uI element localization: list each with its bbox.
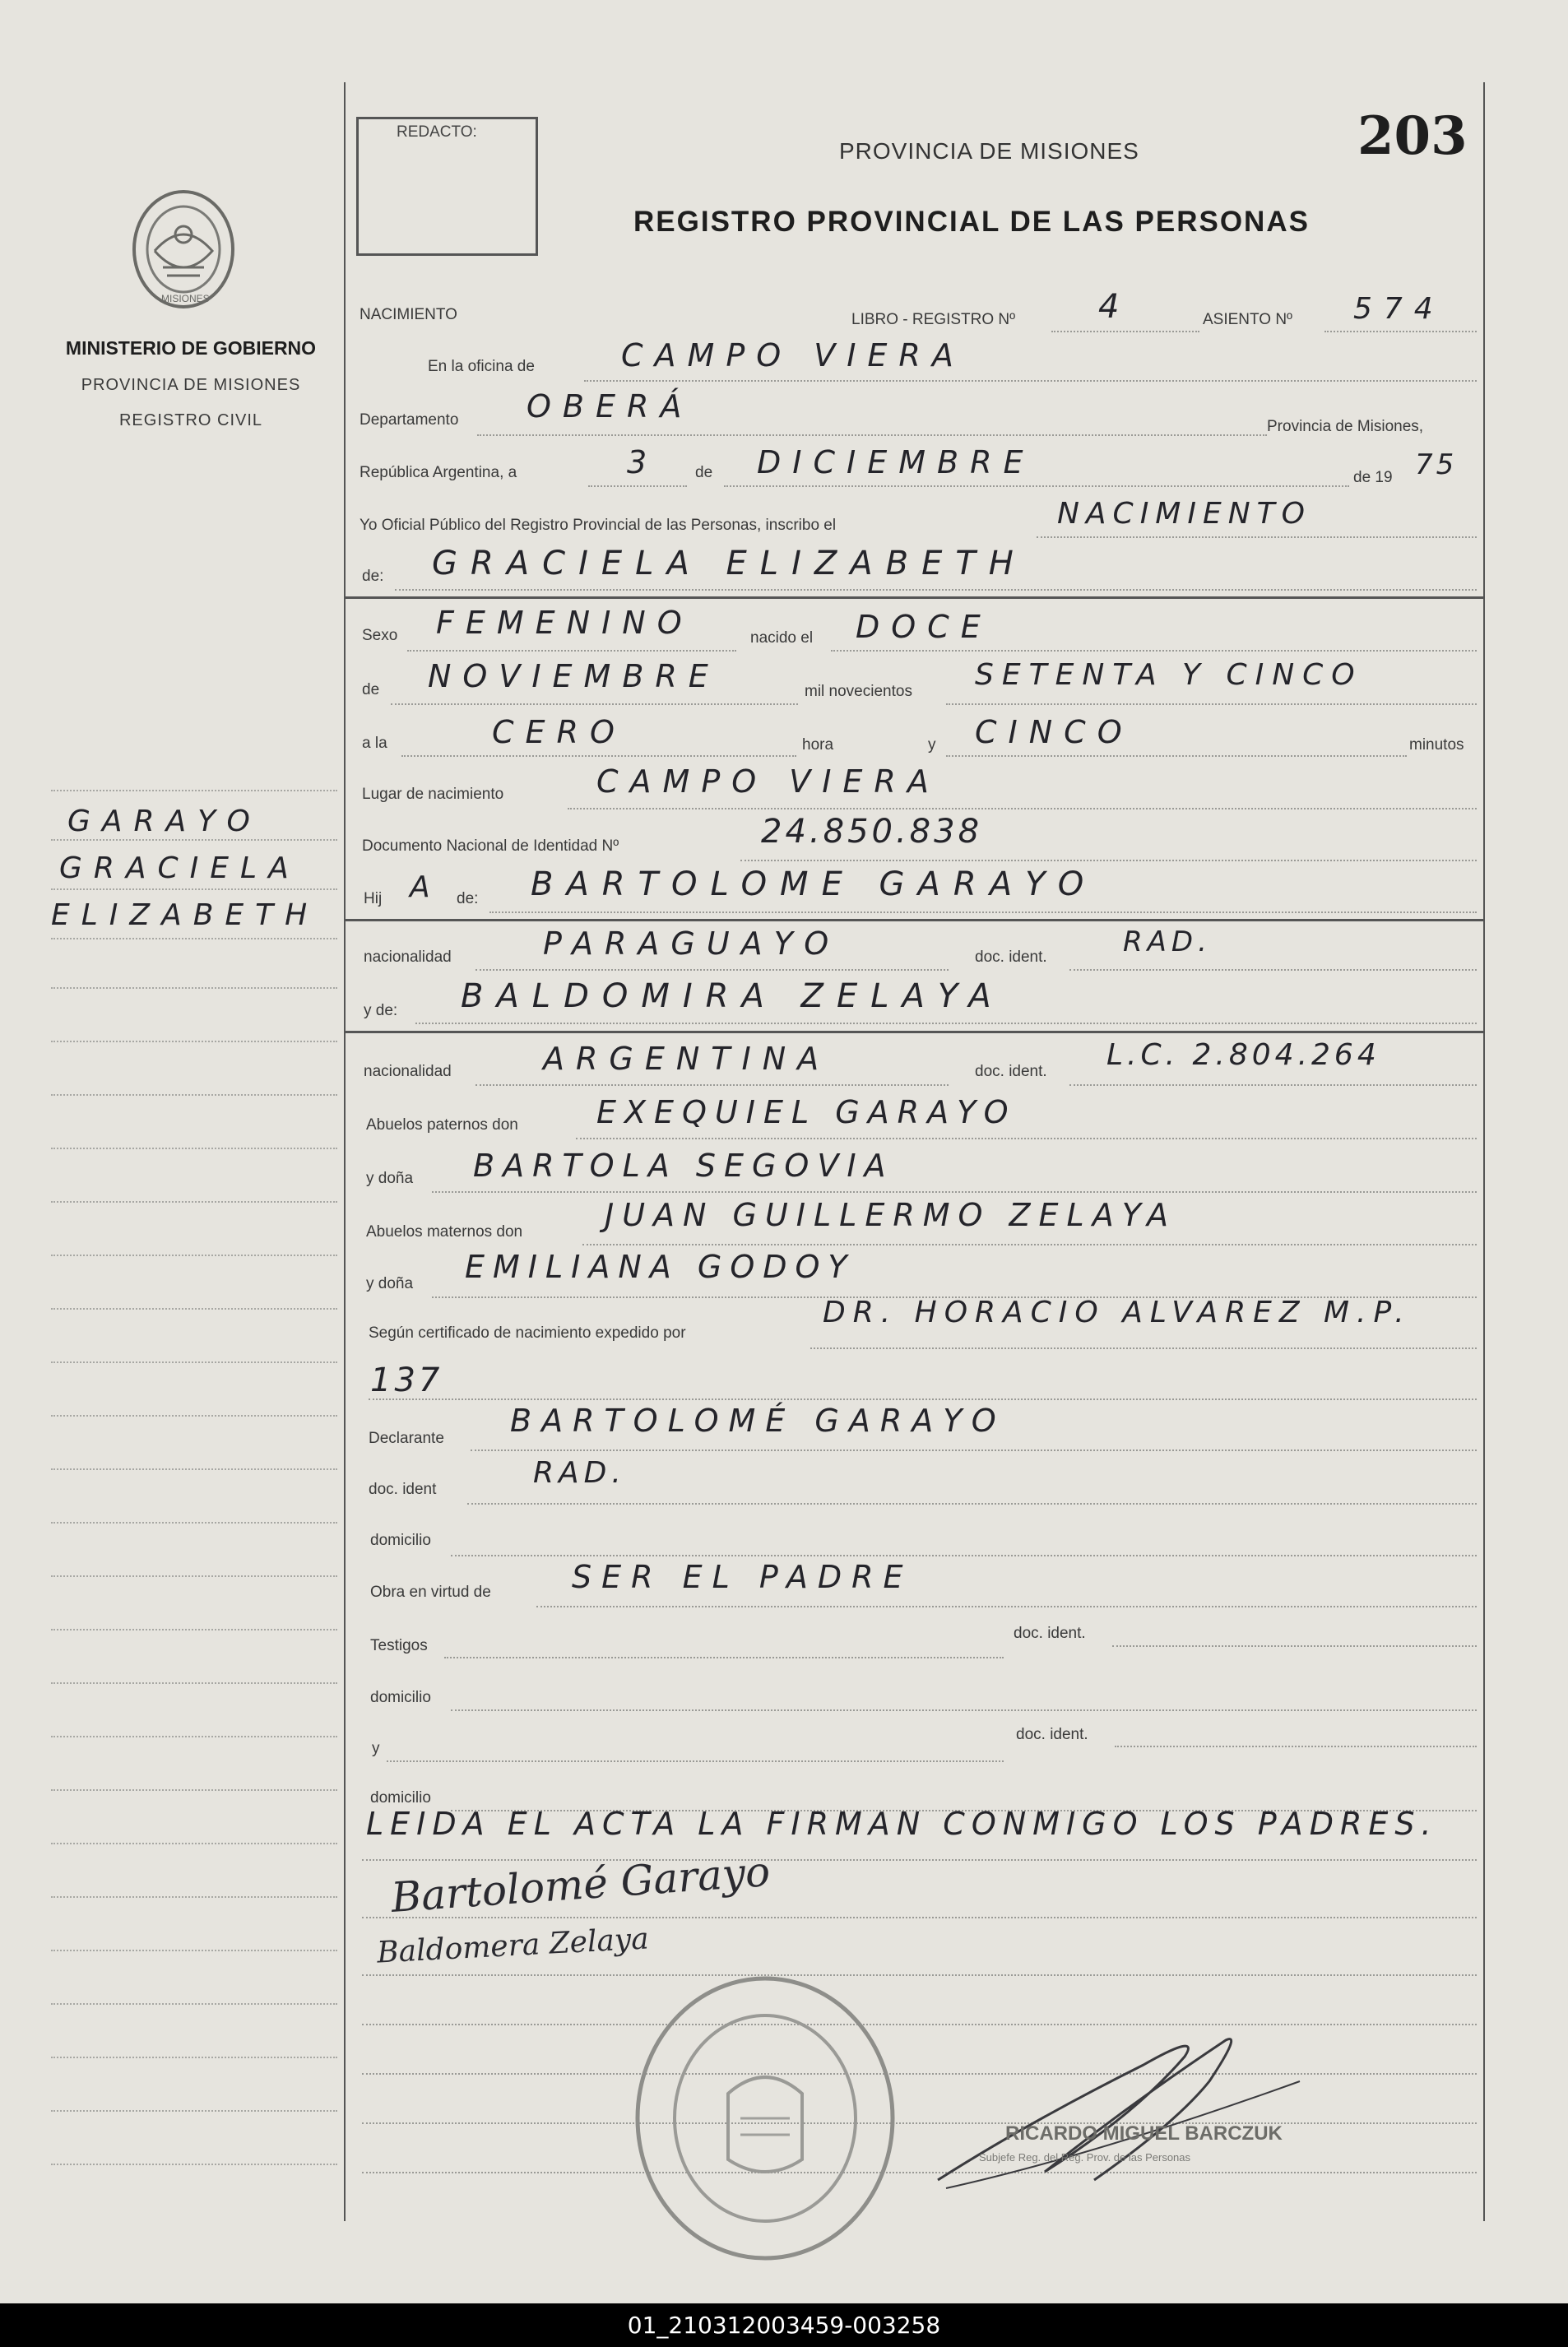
segun-label: Según certificado de nacimiento expedido por [369, 1324, 686, 1342]
testigo1-doc-label: doc. ident. [1014, 1625, 1086, 1642]
a-la-label: a la [362, 735, 387, 752]
testigo1-domicilio-label: domicilio [370, 1689, 431, 1706]
nacido-dia-line [831, 650, 1477, 652]
padre-doc-label: doc. ident. [975, 949, 1047, 966]
obra-label: Obra en virtud de [370, 1584, 491, 1601]
madre-doc-label: doc. ident. [975, 1063, 1047, 1080]
nacido-el-label: nacido el [750, 629, 814, 647]
nombre-line [395, 589, 1477, 591]
madre-nacionalidad-line [476, 1084, 949, 1086]
de-mes-label: de [362, 681, 380, 698]
act-type-label: NACIMIENTO [360, 306, 457, 323]
hora-line [401, 755, 796, 757]
signature-line [362, 1917, 1477, 1918]
margin-line [51, 1682, 337, 1684]
testigo1-domicilio-line [451, 1709, 1477, 1711]
page-number: 203 [1357, 105, 1468, 167]
lugar-label: Lugar de nacimiento [362, 786, 504, 803]
margin-note-surname: GARAYO [67, 805, 262, 838]
madre-nacionalidad-value: ARGENTINA [543, 1041, 831, 1077]
madre-doc-line [1069, 1084, 1477, 1086]
seal-label: MISIONES [161, 293, 210, 304]
obra-value: SER EL PADRE [572, 1559, 913, 1595]
redacto-label: REDACTO: [397, 123, 477, 141]
margin-line [51, 2164, 337, 2165]
mes-value: DICIEMBRE [757, 444, 1035, 480]
padre-line [489, 911, 1477, 913]
hora-label: hora [802, 736, 834, 754]
declarante-doc-line [467, 1503, 1477, 1505]
padre-nacionalidad-value: PARAGUAYO [543, 925, 841, 962]
margin-line [51, 1575, 337, 1577]
nacido-mes-line [391, 703, 798, 705]
certificado-line [810, 1347, 1477, 1349]
padre-doc-line [1069, 969, 1477, 971]
minutos-line [946, 755, 1407, 757]
departamento-value: OBERÁ [527, 388, 694, 424]
acto-value: NACIMIENTO [1057, 497, 1311, 531]
margin-line [51, 839, 337, 841]
sexo-label: Sexo [362, 627, 398, 644]
provincia-label: Provincia de Misiones, [1267, 418, 1424, 435]
margin-line [51, 888, 337, 890]
dia-value: 3 [627, 444, 659, 480]
closing-line [362, 1859, 1477, 1861]
y-dona-materna-label: y doña [366, 1275, 414, 1292]
margin-line [51, 1308, 337, 1310]
hora-value: CERO [492, 714, 626, 750]
certificado-value-2: 137 [370, 1361, 443, 1399]
anio-value: 75 [1415, 448, 1458, 481]
madre-line [415, 1023, 1477, 1024]
declarante-doc-label: doc. ident [369, 1481, 437, 1498]
padre-nacionalidad-line [476, 969, 949, 971]
departamento-label: Departamento [360, 411, 459, 429]
hij-suffix-value: A [410, 870, 442, 904]
mes-line [724, 485, 1349, 487]
margin-line [51, 2003, 337, 2005]
margin-line [51, 790, 337, 791]
margin-note-name: GRACIELA [59, 851, 300, 885]
madre-doc-value: L.C. 2.804.264 [1106, 1038, 1380, 1072]
abuelo-paterno-line [576, 1138, 1477, 1139]
oficina-value: CAMPO VIERA [621, 337, 965, 373]
nacido-mes-value: NOVIEMBRE [428, 658, 720, 694]
oficina-label: En la oficina de [428, 358, 535, 375]
section-divider [346, 1031, 1483, 1033]
lugar-line [568, 808, 1477, 809]
margin-line [51, 1789, 337, 1791]
madre-value: BALDOMIRA ZELAYA [461, 977, 1004, 1015]
de-colon-label: de: [362, 568, 384, 585]
margin-line [51, 1094, 337, 1096]
abuelos-maternos-label: Abuelos maternos don [366, 1223, 523, 1241]
officer-name: RICARDO MIGUEL BARCZUK [1005, 2122, 1283, 2145]
libro-value: 4 [1098, 288, 1131, 326]
scan-id-footer: 01_210312003459-003258 [0, 2303, 1568, 2347]
departamento-line [477, 434, 1267, 436]
declarante-label: Declarante [369, 1430, 444, 1447]
madre-nacionalidad-label: nacionalidad [364, 1063, 452, 1080]
margin-note-middle-name: ELIZABETH [51, 898, 319, 932]
nombre-value: GRACIELA ELIZABETH [432, 545, 1027, 582]
dni-line [740, 860, 1477, 861]
officer-signature [930, 2007, 1316, 2205]
margin-line [51, 1415, 337, 1417]
nacido-anio-line [946, 703, 1477, 705]
sexo-value: FEMENINO [436, 605, 694, 641]
margin-line [51, 1843, 337, 1844]
margin-line [51, 1950, 337, 1951]
certificado-value-1: DR. HORACIO ALVAREZ M.P. [823, 1296, 1412, 1329]
dni-value: 24.850.838 [761, 813, 983, 851]
lugar-value: CAMPO VIERA [596, 763, 940, 800]
abuela-materna-value: EMILIANA GODOY [465, 1249, 856, 1285]
asiento-line [1324, 331, 1477, 332]
margin-line [51, 1896, 337, 1898]
minutos-value: CINCO [975, 714, 1134, 750]
mil-novecientos-label: mil novecientos [805, 683, 912, 700]
domicilio-label: domicilio [370, 1532, 431, 1549]
official-round-stamp [629, 1970, 901, 2266]
margin-line [51, 2057, 337, 2058]
abuela-paterna-value: BARTOLA SEGOVIA [473, 1148, 894, 1184]
section-divider [346, 596, 1483, 599]
nacido-dia-value: DOCE [856, 609, 992, 645]
oficina-line [584, 380, 1477, 382]
padre-nacionalidad-label: nacionalidad [364, 949, 452, 966]
republica-label: República Argentina, a [360, 464, 517, 481]
testigos-label: Testigos [370, 1637, 428, 1654]
asiento-value: 574 [1353, 292, 1445, 326]
declarante-doc-value: RAD. [533, 1456, 626, 1490]
de-label: de [695, 464, 713, 481]
padre-doc-value: RAD. [1123, 925, 1212, 958]
father-signature: Bartolomé Garayo [389, 1847, 772, 1923]
sexo-line [407, 650, 736, 652]
officer-title: Subjefe Reg. del Reg. Prov. de las Personas [979, 2151, 1191, 2164]
testigos-line [444, 1657, 1004, 1658]
de19-label: de 19 [1353, 469, 1393, 486]
testigo2-y-label: y [372, 1740, 380, 1757]
closing-statement: LEIDA EL ACTA LA FIRMAN CONMIGO LOS PADRES. [366, 1806, 1438, 1842]
ministry-province: PROVINCIA DE MISIONES [81, 376, 301, 394]
yo-oficial-label: Yo Oficial Público del Registro Provincial de las Personas, inscribo el [360, 517, 837, 534]
abuelo-materno-line [582, 1244, 1477, 1245]
y-label: y [928, 736, 936, 754]
margin-line [51, 1629, 337, 1630]
certificado-line-2 [369, 1398, 1477, 1400]
mother-signature: Baldomera Zelaya [376, 1922, 650, 1970]
domicilio-line [451, 1555, 1477, 1556]
declarante-line [471, 1449, 1477, 1451]
margin-line [51, 1468, 337, 1470]
margin-line [51, 1148, 337, 1149]
abuela-paterna-line [432, 1191, 1477, 1193]
hij-de-label: de: [457, 890, 479, 907]
minutos-label: minutos [1409, 736, 1464, 754]
margin-line [51, 1736, 337, 1737]
abuelo-materno-value: JUAN GUILLERMO ZELAYA [605, 1197, 1176, 1233]
testigo2-doc-label: doc. ident. [1016, 1726, 1088, 1743]
asiento-label: ASIENTO Nº [1203, 311, 1292, 328]
abuelos-paternos-label: Abuelos paternos don [366, 1116, 518, 1134]
margin-line [51, 987, 337, 989]
margin-line [51, 1201, 337, 1203]
obra-line [536, 1606, 1477, 1607]
documento-label: Documento Nacional de Identidad Nº [362, 837, 619, 855]
margin-line [51, 1255, 337, 1256]
margin-line [51, 938, 337, 939]
margin-line [51, 2110, 337, 2112]
libro-line [1051, 331, 1199, 332]
hij-label: Hij [364, 890, 383, 907]
nacido-anio-value: SETENTA Y CINCO [975, 658, 1363, 692]
signature-line [362, 1974, 1477, 1976]
margin-line [51, 1361, 337, 1363]
province-heading: PROVINCIA DE MISIONES [839, 138, 1139, 164]
section-divider [346, 919, 1483, 921]
margin-line [51, 1522, 337, 1524]
testigo1-doc-line [1112, 1645, 1477, 1647]
right-frame-line [1483, 82, 1485, 2221]
left-frame-line [344, 82, 346, 2221]
ministry-name: MINISTERIO DE GOBIERNO [65, 337, 317, 359]
testigo2-domicilio-label: domicilio [370, 1789, 431, 1807]
y-de-label: y de: [364, 1002, 398, 1019]
ministry-registry: REGISTRO CIVIL [118, 411, 263, 429]
libro-label: LIBRO - REGISTRO Nº [851, 311, 1016, 328]
registry-title: REGISTRO PROVINCIAL DE LAS PERSONAS [633, 206, 1310, 238]
y-dona-paterna-label: y doña [366, 1170, 414, 1187]
declarante-value: BARTOLOMÉ GARAYO [510, 1403, 1006, 1439]
margin-line [51, 1041, 337, 1042]
abuelo-paterno-value: EXEQUIEL GARAYO [596, 1094, 1017, 1130]
testigo2-line [387, 1760, 1004, 1762]
dia-line [588, 485, 687, 487]
testigo2-doc-line [1115, 1746, 1477, 1747]
padre-value: BARTOLOME GARAYO [531, 865, 1097, 903]
acto-line [1037, 536, 1477, 538]
